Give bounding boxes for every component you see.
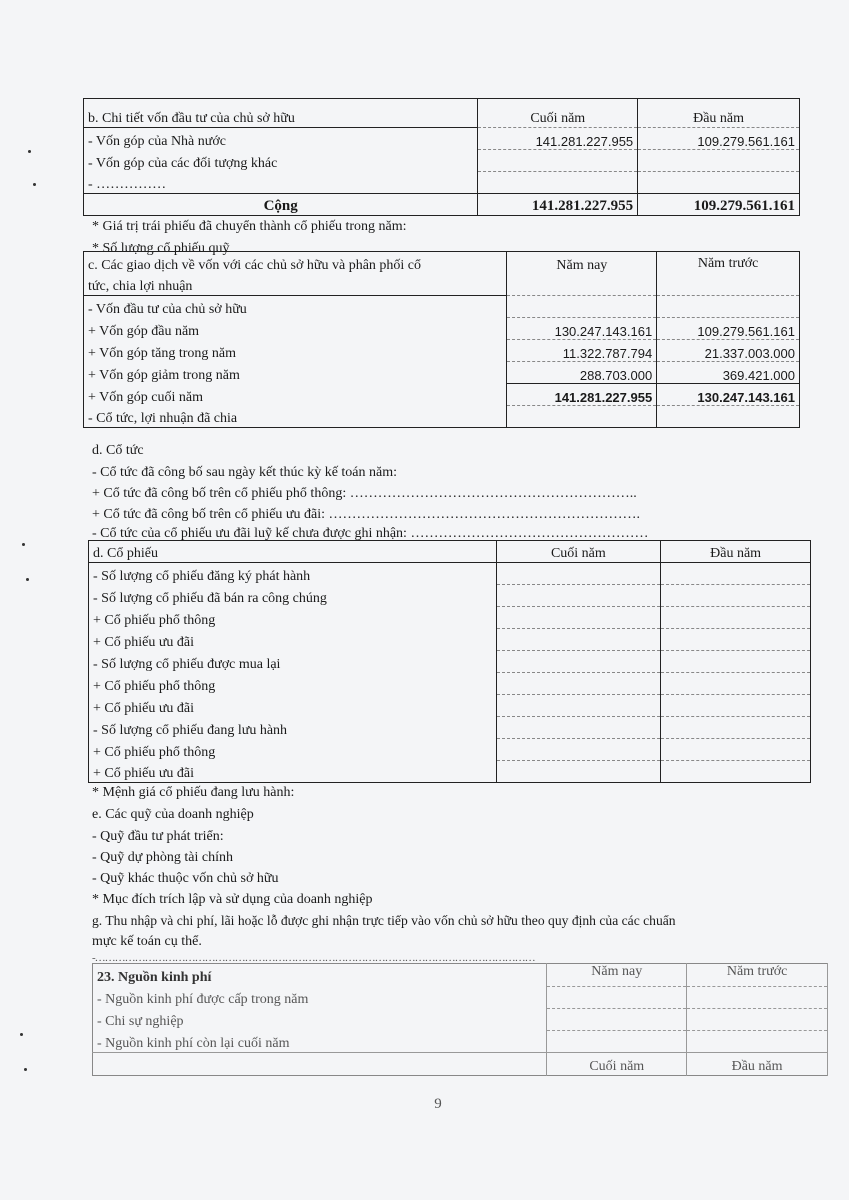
cell-value: 109.279.561.161 (657, 318, 800, 340)
cell-value: 288.703.000 (507, 362, 657, 384)
table-row (89, 651, 811, 673)
table-row (84, 172, 800, 194)
cell-value (687, 1008, 828, 1030)
cell-value: 21.337.003.000 (657, 340, 800, 362)
column-header: Đầu năm (687, 1052, 828, 1075)
table-row (84, 128, 800, 150)
table-header-row (93, 964, 828, 987)
note-text: * Giá trị trái phiếu đã chuyển thành cổ phiếu trong năm: (92, 219, 407, 234)
cell-value (478, 150, 638, 172)
cell-value (547, 1008, 687, 1030)
cell-value (496, 739, 661, 761)
table-row (89, 695, 811, 717)
table-title: b. Chi tiết vốn đầu tư của chủ sở hữu (84, 99, 478, 128)
row-label: + Cổ phiếu ưu đãi (89, 695, 497, 717)
row-label: + Vốn góp cuối năm (84, 384, 507, 406)
cell-value (496, 695, 661, 717)
column-header: Cuối năm (478, 99, 638, 128)
cell-value (496, 607, 661, 629)
total-row (84, 194, 800, 216)
dotted-line: -…………………………………………………………………………………………………………………… (92, 952, 535, 964)
cell-value: 130.247.143.161 (507, 318, 657, 340)
row-label: + Cổ phiếu phổ thông (89, 739, 497, 761)
table-row (84, 318, 800, 340)
row-label: + Vốn góp đầu năm (84, 318, 507, 340)
dividend-line: - Cổ tức đã công bố sau ngày kết thúc kỳ kế toán năm: (92, 465, 398, 480)
page-number: 9 (434, 1096, 442, 1112)
dividend-line: + Cổ tức đã công bố trên cổ phiếu phổ thông: …………………………………………………….. (92, 486, 637, 501)
row-label: - Vốn góp của các đối tượng khác (84, 150, 478, 172)
total-value: 141.281.227.955 (478, 194, 638, 216)
cell-value: 130.247.143.161 (657, 384, 800, 406)
column-header: Năm nay (507, 252, 657, 296)
table-row (84, 384, 800, 406)
table-row (93, 986, 828, 1008)
cell-value (496, 717, 661, 739)
cell-value (547, 1030, 687, 1052)
cell-value (507, 296, 657, 318)
table-row (89, 761, 811, 783)
cell-value (507, 406, 657, 428)
section-heading: e. Các quỹ của doanh nghiệp (92, 807, 254, 822)
table-row (89, 629, 811, 651)
row-label: + Cổ phiếu phổ thông (89, 673, 497, 695)
row-label: - Số lượng cổ phiếu đăng ký phát hành (89, 563, 497, 585)
cell-value (496, 761, 661, 783)
total-label: Cộng (84, 194, 478, 216)
table-header-row (89, 541, 811, 563)
column-header: Năm trước (687, 964, 828, 987)
table-row (89, 717, 811, 739)
row-label: - Nguồn kinh phí được cấp trong năm (93, 986, 547, 1008)
row-label: - Vốn đầu tư của chủ sở hữu (84, 296, 507, 318)
scan-speck (22, 543, 25, 546)
row-label: - Chi sự nghiệp (93, 1008, 547, 1030)
cell-value (661, 717, 811, 739)
table-row (89, 607, 811, 629)
cell-value (661, 629, 811, 651)
table-header-row (84, 99, 800, 128)
table-row (89, 673, 811, 695)
empty-cell (93, 1052, 547, 1075)
cell-value (496, 563, 661, 585)
cell-value (638, 172, 800, 194)
dividend-line: + Cổ tức đã công bố trên cổ phiếu ưu đãi: …………………………………………………………. (92, 507, 641, 522)
cell-value (547, 986, 687, 1008)
table-row (84, 362, 800, 384)
cell-value (661, 673, 811, 695)
column-header: Đầu năm (661, 541, 811, 563)
table-title: 23. Nguồn kinh phí (93, 964, 547, 987)
table-row (84, 150, 800, 172)
cell-value (661, 695, 811, 717)
row-label: - Số lượng cổ phiếu đã bán ra công chúng (89, 585, 497, 607)
table-row (84, 406, 800, 428)
table-title-line2: tức, chia lợi nhuận (84, 274, 507, 296)
scan-speck (33, 183, 36, 186)
scan-speck (24, 1068, 27, 1071)
table-row (93, 1008, 828, 1030)
cell-value: 141.281.227.955 (507, 384, 657, 406)
cell-value (661, 761, 811, 783)
row-label: - Vốn góp của Nhà nước (84, 128, 478, 150)
total-value: 109.279.561.161 (638, 194, 800, 216)
cell-value (661, 651, 811, 673)
table-row (84, 296, 800, 318)
cell-value (661, 607, 811, 629)
section-heading: g. Thu nhập và chi phí, lãi hoặc lỗ được ghi nhận trực tiếp vào vốn chủ sở hữu theo quy định của các chuẩn (92, 913, 676, 928)
column-header: Cuối năm (496, 541, 661, 563)
cell-value (496, 629, 661, 651)
note-text: * Mục đích trích lập và sử dụng của doanh nghiệp (92, 892, 373, 907)
cell-value (661, 563, 811, 585)
row-label: + Vốn góp giảm trong năm (84, 362, 507, 384)
column-header: Năm nay (547, 964, 687, 987)
cell-value (687, 1030, 828, 1052)
note-text: * Số lượng cổ phiếu quỹ (92, 241, 230, 256)
owner-capital-detail-table (83, 98, 800, 216)
row-label: - …………… (84, 172, 478, 194)
column-header: Cuối năm (547, 1052, 687, 1075)
table-row (93, 1030, 828, 1052)
cell-value (687, 986, 828, 1008)
dividend-line: - Cổ tức của cổ phiếu ưu đãi luỹ kế chưa được ghi nhận: …………………………………………… (92, 526, 649, 541)
section-heading: d. Cổ tức (92, 443, 144, 458)
table-row (89, 739, 811, 761)
cell-value (661, 739, 811, 761)
cell-value: 11.322.787.794 (507, 340, 657, 362)
cell-value (661, 585, 811, 607)
row-label: - Cổ tức, lợi nhuận đã chia (84, 406, 507, 428)
cell-value (657, 406, 800, 428)
table-header-row (84, 252, 800, 275)
table-row (84, 340, 800, 362)
cell-value (496, 651, 661, 673)
fund-line: - Quỹ khác thuộc vốn chủ sở hữu (92, 871, 279, 886)
column-header: Đầu năm (638, 99, 800, 128)
capital-transactions-table (83, 251, 800, 428)
row-label: + Cổ phiếu ưu đãi (89, 629, 497, 651)
cell-value: 369.421.000 (657, 362, 800, 384)
cell-value (638, 150, 800, 172)
table-row (89, 585, 811, 607)
fund-line: - Quỹ dự phòng tài chính (92, 850, 233, 865)
note-text: * Mệnh giá cổ phiếu đang lưu hành: (92, 785, 295, 800)
scan-speck (28, 150, 31, 153)
row-label: - Nguồn kinh phí còn lại cuối năm (93, 1030, 547, 1052)
column-header: Năm trước (657, 252, 800, 296)
row-label: - Số lượng cổ phiếu được mua lại (89, 651, 497, 673)
row-label: - Số lượng cổ phiếu đang lưu hành (89, 717, 497, 739)
cell-value: 109.279.561.161 (638, 128, 800, 150)
table-footer-row (93, 1052, 828, 1075)
cell-value (496, 673, 661, 695)
row-label: + Vốn góp tăng trong năm (84, 340, 507, 362)
table-row (89, 563, 811, 585)
fund-line: - Quỹ đầu tư phát triển: (92, 829, 224, 844)
scan-speck (26, 578, 29, 581)
cell-value (657, 296, 800, 318)
cell-value (496, 585, 661, 607)
table-title: d. Cổ phiếu (89, 541, 497, 563)
row-label: + Cổ phiếu phổ thông (89, 607, 497, 629)
cell-value: 141.281.227.955 (478, 128, 638, 150)
funding-source-table (92, 963, 828, 1076)
section-heading-cont: mực kế toán cụ thể. (92, 934, 202, 949)
scan-speck (20, 1033, 23, 1036)
table-title-line1: c. Các giao dịch về vốn với các chủ sở hữu và phân phối cổ (84, 252, 507, 275)
row-label: + Cổ phiếu ưu đãi (89, 761, 497, 783)
shares-table (88, 540, 811, 783)
cell-value (478, 172, 638, 194)
